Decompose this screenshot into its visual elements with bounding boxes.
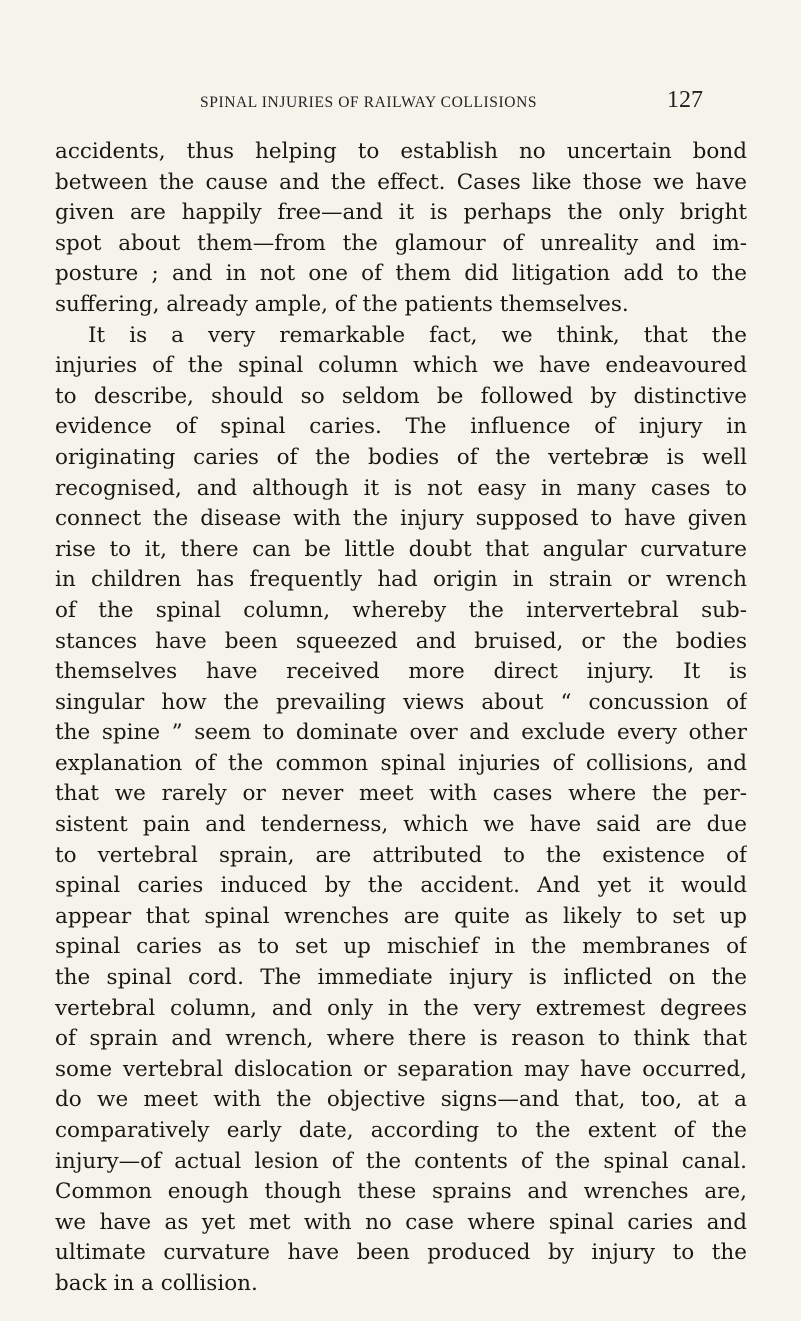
text-line: back in a collision. — [55, 1270, 258, 1296]
text-line: some vertebral dislocation or separation may have occurred, — [55, 1056, 747, 1082]
text-line: of sprain and wrench, where there is reason to think that — [55, 1026, 747, 1052]
text-line: vertebral column, and only in the very extremest degrees — [55, 995, 747, 1021]
text-line: spot about them—from the glamour of unreality and im- — [55, 230, 747, 256]
text-line: originating caries of the bodies of the vertebræ is well — [55, 444, 747, 470]
text-line: comparatively early date, according to the extent of the — [55, 1118, 747, 1143]
text-line: Common enough though these sprains and wrenches are, — [55, 1179, 747, 1205]
text-line: singular how the prevailing views about “ concussion of — [55, 689, 747, 715]
text-line: rise to it, there can be little doubt that angular curvature — [55, 536, 747, 562]
text-line: ultimate curvature have been produced by injury to the — [55, 1240, 747, 1266]
text-line: recognised, and although it is not easy in many cases to — [55, 475, 747, 501]
page-number: 127 — [667, 87, 703, 113]
text-line: suffering, already ample, of the patients themselves. — [55, 291, 629, 317]
text-line: themselves have received more direct injury. It is — [55, 659, 747, 685]
text-line: the spine ” seem to dominate over and exclude every other — [55, 720, 747, 746]
text-line: evidence of spinal caries. The influence of injury in — [55, 414, 747, 440]
text-line: to vertebral sprain, are attributed to the existence of — [55, 842, 747, 868]
text-line: that we rarely or never meet with cases where the per- — [55, 781, 747, 807]
text-line: spinal caries as to set up mischief in the membranes of — [55, 934, 747, 960]
body-text — [55, 137, 747, 1300]
text-line: between the cause and the effect. Cases like those we have — [55, 169, 747, 195]
text-line: connect the disease with the injury supposed to have given — [55, 506, 747, 532]
text-line: the spinal cord. The immediate injury is inflicted on the — [55, 965, 747, 991]
text-line: appear that spinal wrenches are quite as likely to set up — [55, 903, 747, 929]
text-line: spinal caries induced by the accident. And yet it would — [55, 873, 747, 899]
running-head: SPINAL INJURIES OF RAILWAY COLLISIONS — [200, 94, 538, 111]
text-line: do we meet with the objective signs—and that, too, at a — [55, 1087, 747, 1113]
text-line: It is a very remarkable fact, we think, that the — [88, 322, 747, 348]
text-line: sistent pain and tenderness, which we have said are due — [55, 812, 747, 838]
text-line: given are happily free—and it is perhaps the only bright — [55, 200, 747, 226]
text-line: posture ; and in not one of them did litigation add to the — [55, 261, 747, 287]
text-line: accidents, thus helping to establish no uncertain bond — [55, 139, 747, 164]
text-line: we have as yet met with no case where spinal caries and — [55, 1209, 747, 1235]
text-line: injury—of actual lesion of the contents of the spinal canal. — [55, 1148, 747, 1174]
text-line: explanation of the common spinal injuries of collisions, and — [55, 750, 747, 776]
text-line: injuries of the spinal column which we have endeavoured — [55, 353, 747, 379]
text-line: of the spinal column, whereby the intervertebral sub- — [55, 597, 747, 623]
text-line: stances have been squeezed and bruised, or the bodies — [55, 628, 747, 654]
text-line: in children has frequently had origin in strain or wrench — [55, 567, 747, 593]
text-line: to describe, should so seldom be followed by distinctive — [55, 383, 747, 409]
